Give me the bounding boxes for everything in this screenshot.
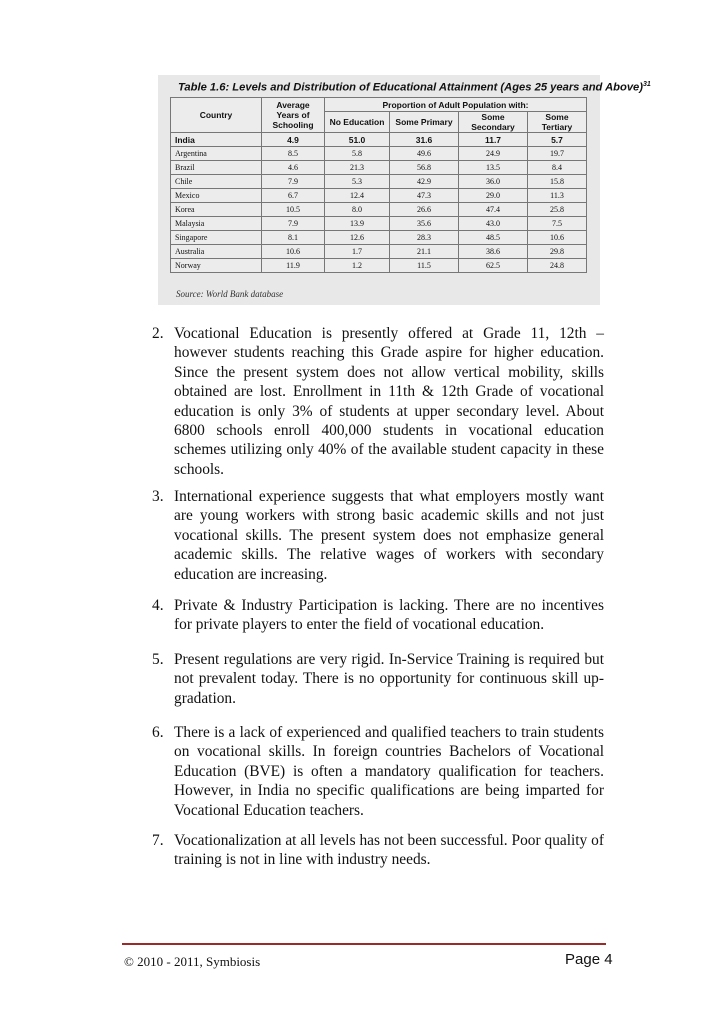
- education-table: [170, 97, 587, 273]
- header-avg-years: Average Years of Schooling: [262, 98, 325, 133]
- table-row: Argentina 8.5 5.8 49.6 24.9 19.7: [171, 147, 587, 161]
- table-source: Source: World Bank database: [176, 289, 284, 299]
- header-no-education: No Education: [325, 112, 390, 133]
- list-item-text: Vocationalization at all levels has not been successful. Poor quality of training is not in line with industry needs.: [174, 832, 604, 869]
- table-row: Chile 7.9 5.3 42.9 36.0 15.8: [171, 175, 587, 189]
- table-row: Norway 11.9 1.2 11.5 62.5 24.8: [171, 259, 587, 273]
- list-item: [152, 831, 604, 870]
- header-some-primary: Some Primary: [390, 112, 459, 133]
- list-item-number: 7.: [152, 832, 164, 849]
- list-item: [152, 596, 604, 635]
- header-proportion: Proportion of Adult Population with:: [325, 98, 587, 112]
- list-item-text: There is a lack of experienced and qualified teachers to train students on vocational skills. In foreign countries Bachelors of Vocational Education (BVE) is often a mandatory qualification for teachers. However, in India no specific qualifications are being imparted for Vocational Education teachers.: [174, 724, 604, 819]
- table-row: Mexico 6.7 12.4 47.3 29.0 11.3: [171, 189, 587, 203]
- table-row: Brazil 4.6 21.3 56.8 13.5 8.4: [171, 161, 587, 175]
- list-item-text: International experience suggests that what employers mostly want are young workers with strong basic academic skills and not just vocational skills. The present system does not emphasize general academic skills. The relative wages of workers with secondary education are increasing.: [174, 488, 604, 583]
- table-row: Australia 10.6 1.7 21.1 38.6 29.8: [171, 245, 587, 259]
- table-row: Malaysia 7.9 13.9 35.6 43.0 7.5: [171, 217, 587, 231]
- table-title: Table 1.6: Levels and Distribution of Educational Attainment (Ages 25 years and Above)$^{31}$: [178, 81, 651, 94]
- list-item-number: 5.: [152, 651, 164, 668]
- list-item-number: 6.: [152, 724, 164, 741]
- list-item: [152, 723, 604, 820]
- list-item-number: 4.: [152, 597, 164, 614]
- table-row: Singapore 8.1 12.6 28.3 48.5 10.6: [171, 231, 587, 245]
- table-row: India 4.9 51.0 31.6 11.7 5.7: [171, 133, 587, 147]
- footer-rule: [122, 943, 606, 945]
- header-some-secondary: Some Secondary: [459, 112, 528, 133]
- footer-copyright: © 2010 - 2011, Symbiosis: [124, 954, 261, 969]
- list-item: [152, 650, 604, 708]
- header-some-tertiary: Some Tertiary: [528, 112, 587, 133]
- list-item-number: 2.: [152, 325, 164, 342]
- list-item-text: Private & Industry Participation is lacking. There are no incentives for private players to enter the field of vocational education.: [174, 597, 604, 634]
- list-item-number: 3.: [152, 488, 164, 505]
- header-country: Country: [171, 98, 262, 133]
- list-item-text: Vocational Education is presently offered at Grade 11, 12th – however students reaching this Grade aspire for higher education. Since the present system does not allow vertical mobility, skills obtained are lost. Enrollment in 11th & 12th Grade of vocational education is only 3% of students at upper secondary level. About 6800 schools enroll 400,000 students in vocational education schemes utilizing only 40% of the available student capacity in these schools.: [174, 325, 604, 478]
- table-figure: [158, 75, 651, 305]
- list-item: [152, 324, 604, 479]
- page-number: Page 4: [565, 951, 613, 968]
- table-row: Korea 10.5 8.0 26.6 47.4 25.8: [171, 203, 587, 217]
- list-item-text: Present regulations are very rigid. In-Service Training is required but not prevalent today. There is no opportunity for continuous skill up-gradation.: [174, 651, 604, 707]
- list-item: [152, 487, 604, 584]
